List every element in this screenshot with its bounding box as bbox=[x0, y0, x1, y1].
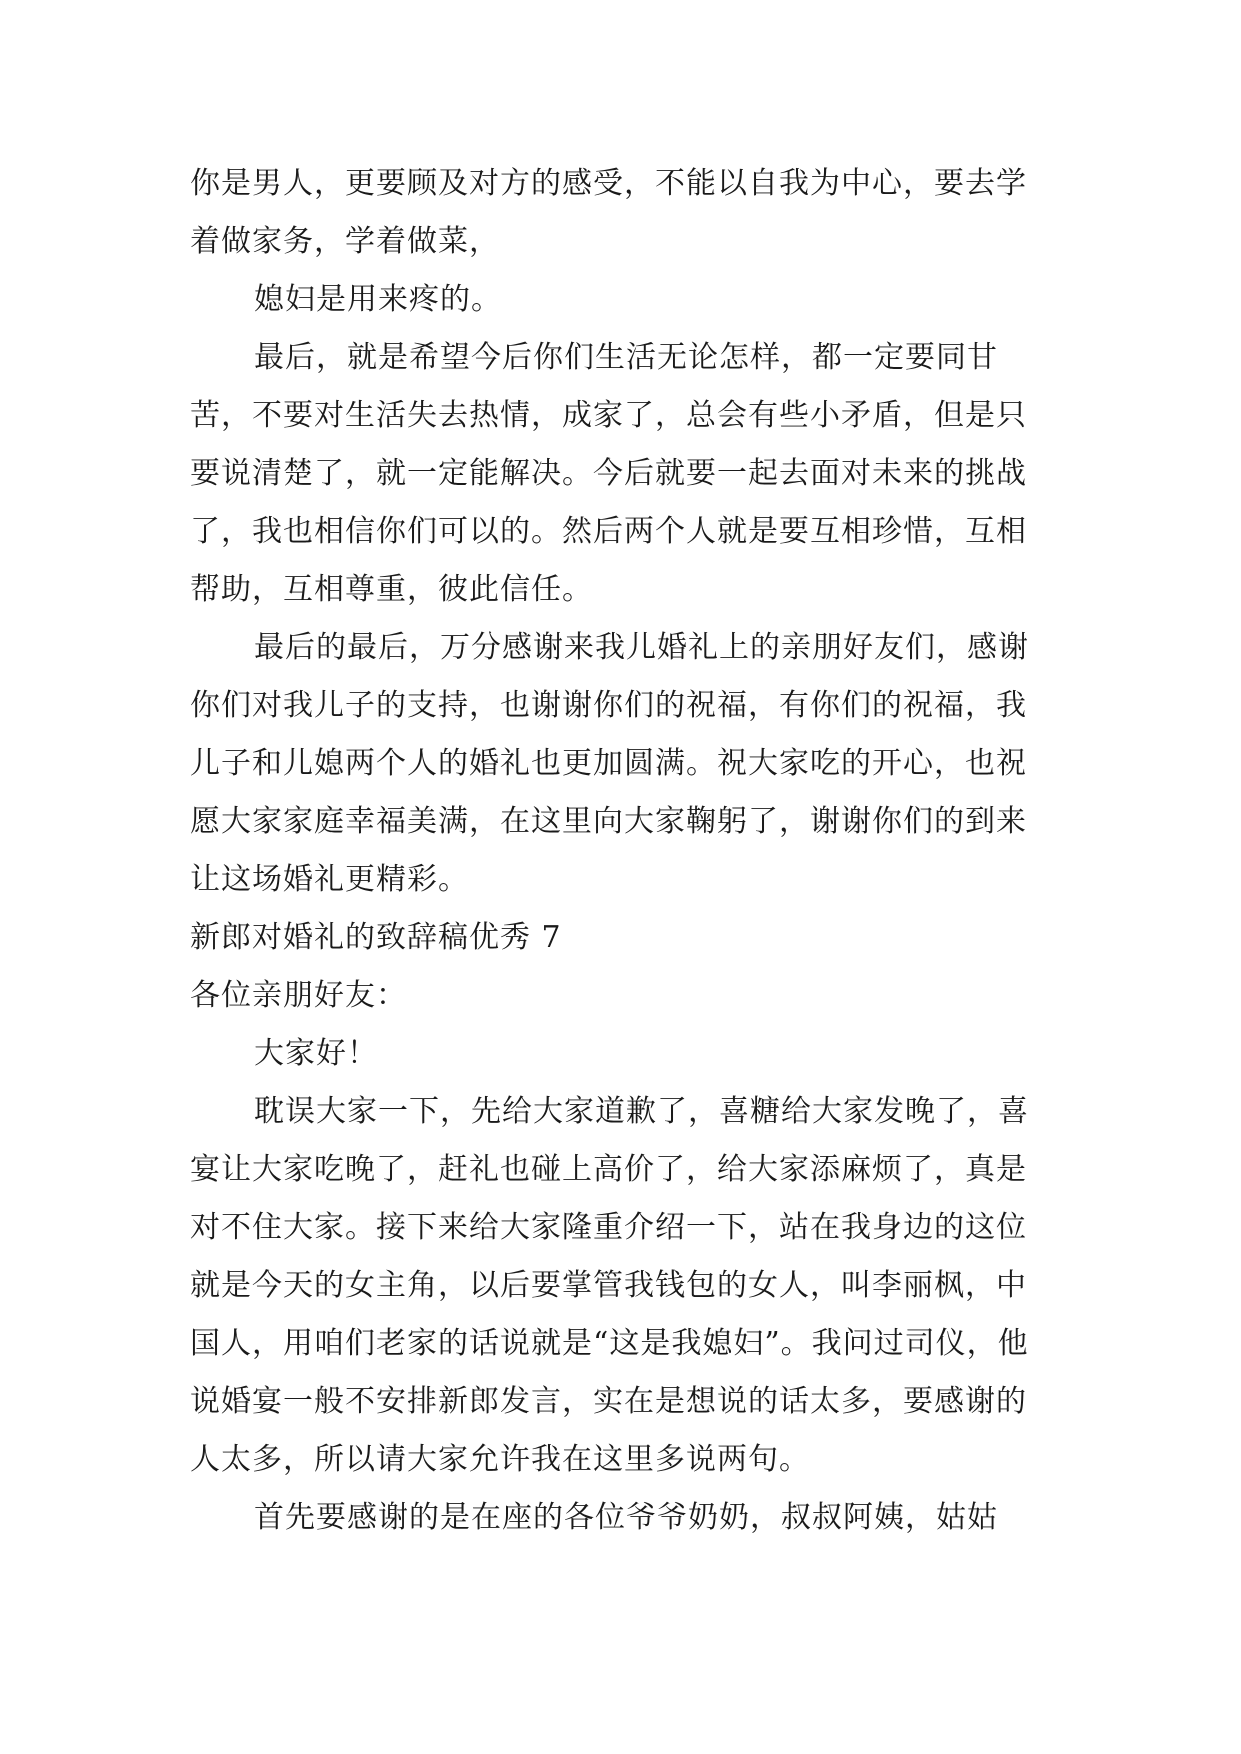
section-heading: 新郎对婚礼的致辞稿优秀 7 bbox=[190, 920, 562, 955]
salutation: 各位亲朋好友： bbox=[190, 978, 407, 1013]
paragraph-9: 首先要感谢的是在座的各位爷爷奶奶，叔叔阿姨，姑姑 bbox=[254, 1500, 998, 1535]
greeting: 大家好！ bbox=[254, 1036, 378, 1071]
paragraph-4: 最后的最后，万分感谢来我儿婚礼上的亲朋好友们，感谢你们对我儿子的支持，也谢谢你们的祝福，有你们的祝福，我儿子和儿媳两个人的婚礼也更加圆满。祝大家吃的开心，也祝愿大家家庭幸福美满，在这里向大家鞠躬了，谢谢你们的到来让这场婚礼更精彩。 bbox=[190, 630, 1029, 897]
paragraph-3: 最后，就是希望今后你们生活无论怎样，都一定要同甘苦，不要对生活失去热情，成家了，总会有些小矛盾，但是只要说清楚了，就一定能解决。今后就要一起去面对未来的挑战了，我也相信你们可以的。然后两个人就是要互相珍惜，互相帮助，互相尊重，彼此信任。 bbox=[190, 340, 1027, 607]
paragraph-8: 耽误大家一下，先给大家道歉了，喜糖给大家发晚了，喜宴让大家吃晚了，赶礼也碰上高价了，给大家添麻烦了，真是对不住大家。接下来给大家隆重介绍一下，站在我身边的这位就是今天的女主角，以后要掌管我钱包的女人，叫李丽枫，中国人，用咱们老家的话说就是“这是我媳妇”。我问过司仪，他说婚宴一般不安排新郎发言，实在是想说的话太多，要感谢的人太多，所以请大家允许我在这里多说两句。 bbox=[190, 1094, 1029, 1477]
paragraph-2: 媳妇是用来疼的。 bbox=[254, 282, 502, 317]
paragraph-1: 你是男人，更要顾及对方的感受，不能以自我为中心，要去学着做家务，学着做菜， bbox=[190, 166, 1027, 259]
document-body bbox=[190, 155, 1055, 1547]
